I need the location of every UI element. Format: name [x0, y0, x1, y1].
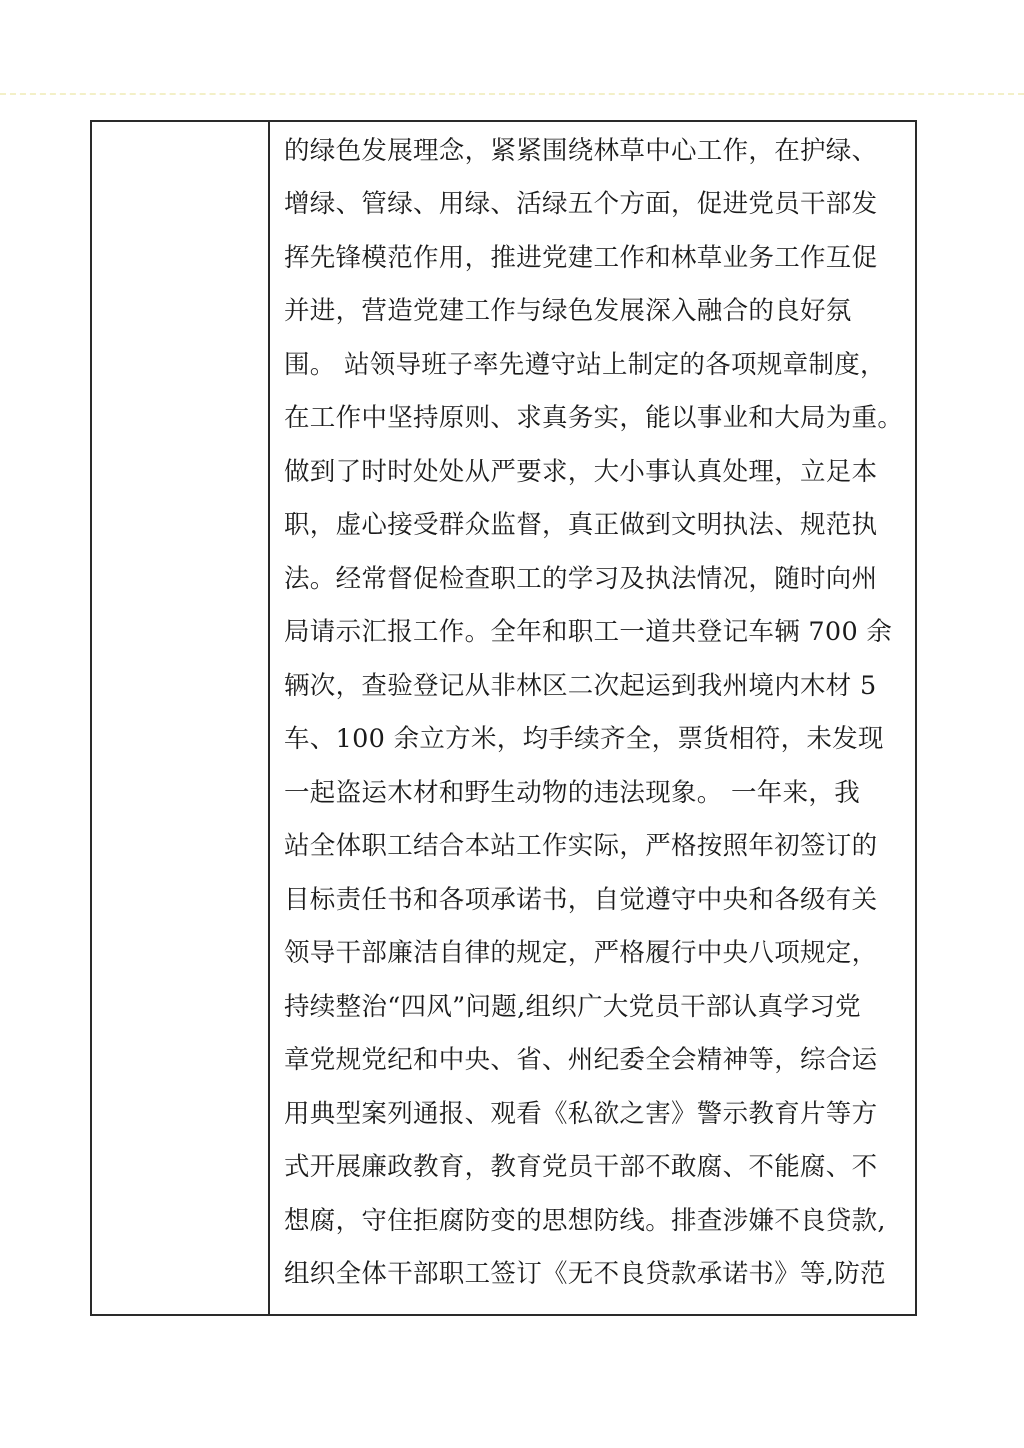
- text-line: 想腐，守住拒腐防变的思想防线。排查涉嫌不良贷款,: [284, 1206, 886, 1236]
- text-line: 挥先锋模范作用，推进党建工作和林草业务工作互促: [284, 243, 878, 273]
- text-line: 围。 站领导班子率先遵守站上制定的各项规章制度，: [284, 350, 886, 380]
- text-line: 的绿色发展理念，紧紧围绕林草中心工作，在护绿、: [284, 136, 878, 166]
- text-line: 做到了时时处处从严要求，大小事认真处理，立足本: [284, 457, 878, 487]
- scan-artifact-line: [0, 93, 1024, 95]
- form-table: [90, 120, 917, 1316]
- text-line: 用典型案列通报、观看《私欲之害》警示教育片等方: [284, 1099, 878, 1129]
- text-line: 法。经常督促检查职工的学习及执法情况，随时向州: [284, 564, 878, 594]
- label-cell: [92, 122, 270, 1314]
- text-line: 职，虚心接受群众监督，真正做到文明执法、规范执: [284, 510, 878, 540]
- text-line: 并进，营造党建工作与绿色发展深入融合的良好氛: [284, 296, 852, 326]
- text-line: 辆次，查验登记从非林区二次起运到我州境内木材 5: [284, 671, 877, 701]
- text-line: 持续整治“四风”问题,组织广大党员干部认真学习党: [284, 992, 861, 1022]
- text-line: 目标责任书和各项承诺书，自觉遵守中央和各级有关: [284, 885, 878, 915]
- text-line: 增绿、管绿、用绿、活绿五个方面，促进党员干部发: [284, 189, 878, 219]
- text-line: 车、100 余立方米，均手续齐全，票货相符，未发现: [284, 724, 884, 754]
- text-line: 在工作中坚持原则、求真务实，能以事业和大局为重。: [284, 403, 904, 433]
- content-cell: [272, 122, 915, 1314]
- text-line: 站全体职工结合本站工作实际，严格按照年初签订的: [284, 831, 878, 861]
- text-line: 式开展廉政教育，教育党员干部不敢腐、不能腐、不: [284, 1152, 878, 1182]
- text-line: 领导干部廉洁自律的规定，严格履行中央八项规定，: [284, 938, 878, 968]
- text-line: 组织全体干部职工签订《无不良贷款承诺书》等,防范: [284, 1259, 886, 1289]
- text-line: 章党规党纪和中央、省、州纪委全会精神等，综合运: [284, 1045, 878, 1075]
- text-line: 一起盗运木材和野生动物的违法现象。 一年来，我: [284, 778, 861, 808]
- text-line: 局请示汇报工作。全年和职工一道共登记车辆 700 余: [284, 617, 893, 647]
